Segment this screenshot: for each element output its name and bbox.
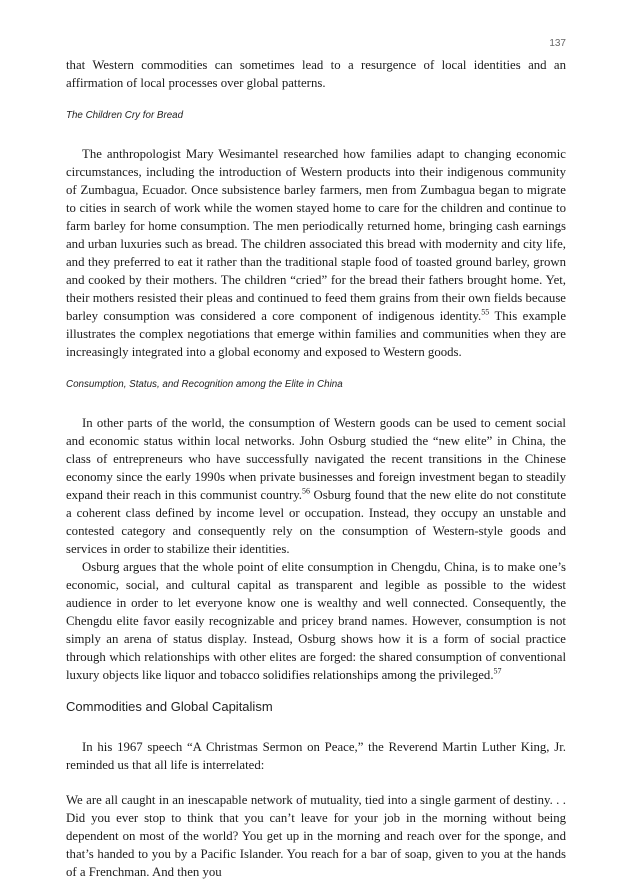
footnote-ref-57[interactable]: 57 (493, 666, 502, 676)
paragraph-zumbagua (66, 145, 566, 361)
section-heading-commodities: Commodities and Global Capitalism (66, 699, 273, 714)
paragraph-new-elite-tail: Osburg found that the new elite do not constitute a coherent class defined by income level or occupation. Instead, they occupy an unstable and contested category and consequently rely on the consumption of Western-style goods and services in order to stabilize their identities. (66, 488, 567, 556)
page-body (66, 56, 566, 881)
footnote-ref-56[interactable]: 56 (301, 486, 310, 496)
paragraph-chengdu-text: Osburg argues that the whole point of elite consumption in Chengdu, China, is to make one’s economic, social, and cultural capital as transparent and legible as possible to the widest audience in order to let everyone know one is wealthy and well connected. Consequently, the Chengdu elite favor easily recognizable and pricey brand names. However, consumption is not simply an arena of status display. Instead, Osburg shows how it is a form of social practice through which relationships with other elites are forged: the shared consumption of conventional luxury objects like liquor and tobacco solidifies relationships among the privileged. (66, 560, 566, 682)
paragraph-new-elite (66, 414, 566, 558)
paragraph-king-speech: In his 1967 speech “A Christmas Sermon on Peace,” the Reverend Martin Luther King, Jr. reminded us that all life is interrelated: (66, 740, 566, 772)
page-number: 137 (549, 38, 566, 49)
paragraph-zumbagua-text: The anthropologist Mary Wesimantel researched how families adapt to changing economic circumstances, including the introduction of Western products into their indigenous community of Zumbagua, Ecuador. Once subsistence barley farmers, men from Zumbagua began to migrate to cities in search of work while the women stayed home to care for the children and continue to farm barley for home consumption. The men periodically returned home, bringing cash earnings and urban luxuries such as bread. The children associated this bread with modernity and city life, and they preferred to eat it rather than the traditional staple food of toasted ground barley, grown and cooked by their mothers. The children “cried” for the bread their fathers brought home. Yet, their mothers resisted their pleas and continued to feed them grains from their own fields because barley consumption was considered a core component of indigenous identity. (66, 147, 566, 323)
subheading-elite-in-china: Consumption, Status, and Recognition among the Elite in China (66, 379, 343, 390)
subheading-children-cry-for-bread: The Children Cry for Bread (66, 110, 184, 121)
paragraph-chengdu (66, 558, 566, 684)
paragraph-zumbagua-tail: This example illustrates the complex negotiations that emerge within families and communities when they are increasingly integrated into a global economy and exposed to Western goods. (66, 309, 566, 359)
block-quote: We are all caught in an inescapable network of mutuality, tied into a single garment of destiny. . . Did you ever stop to think that you can’t leave for your job in the morning without being dependent on most of the world? You get up in the morning and reach over for the sponge, and that’s handed to you by a Pacific Islander. You reach for a bar of soap, given to you at the hands of a Frenchman. And then you (66, 793, 566, 879)
opening-paragraph: that Western commodities can sometimes lead to a resurgence of local identities and an affirmation of local processes over global patterns. (66, 58, 566, 90)
paragraph-new-elite-text: In other parts of the world, the consumption of Western goods can be used to cement social and economic status within local networks. John Osburg studied the “new elite” in China, the class of entrepreneurs who have successfully navigated the recent transitions in the Chinese economy since the early 1990s when private businesses and foreign investment began to steadily expand their reach in this communist country. (66, 416, 566, 502)
footnote-ref-55[interactable]: 55 (481, 307, 490, 317)
